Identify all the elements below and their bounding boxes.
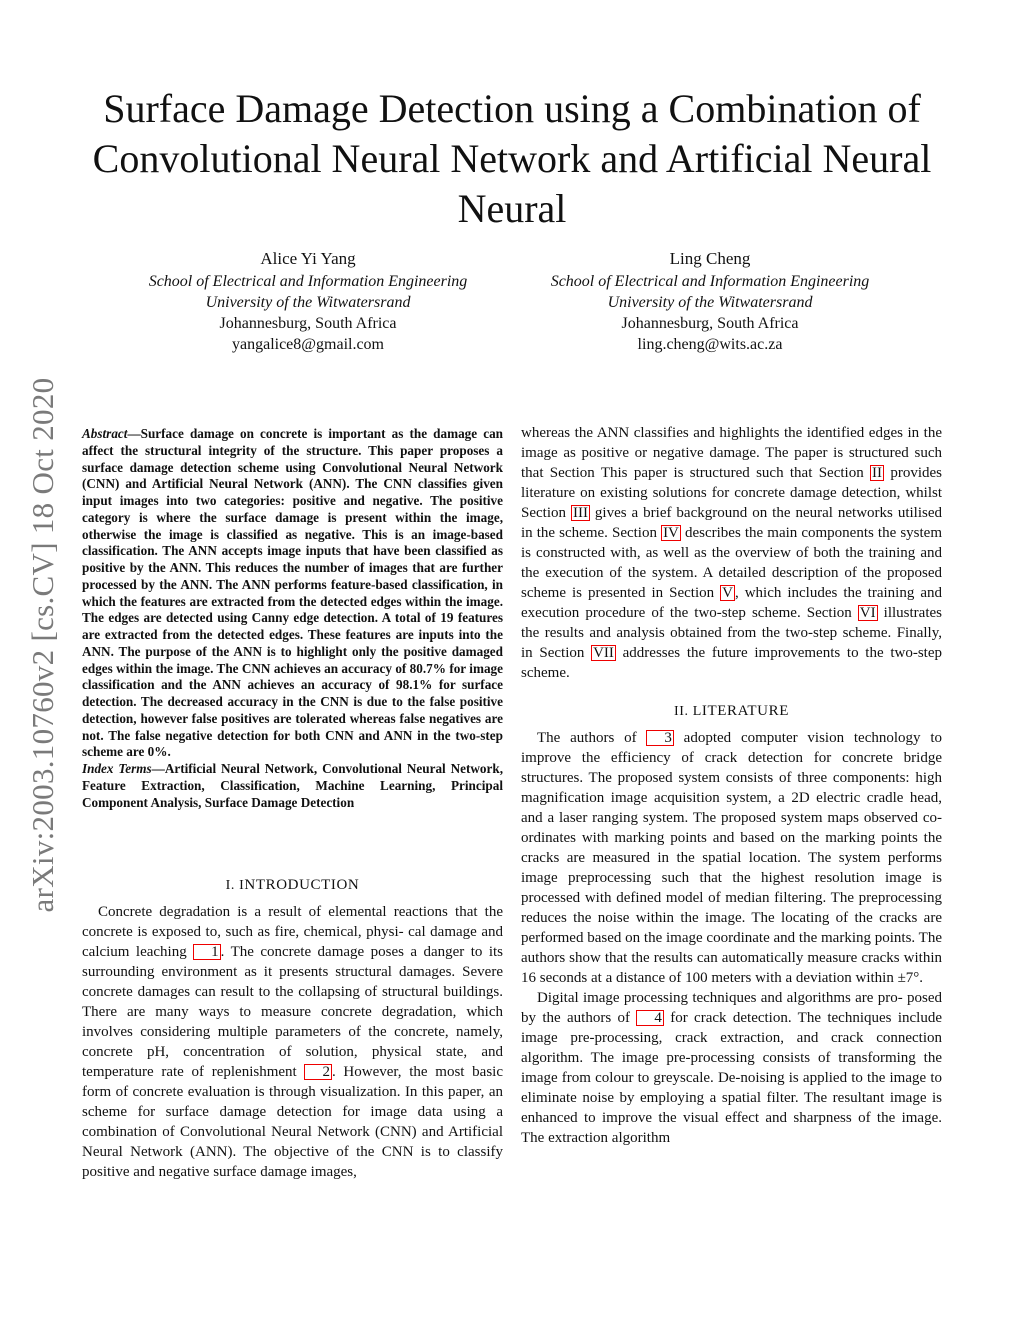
abstract-label: Abstract bbox=[82, 426, 128, 441]
right-column bbox=[521, 423, 942, 1148]
section-link[interactable]: VI bbox=[859, 605, 876, 621]
section-heading: II. LITERATURE bbox=[674, 703, 789, 719]
author-department: School of Electrical and Information Engineering bbox=[550, 273, 870, 290]
section-link[interactable]: III bbox=[572, 505, 588, 521]
citation-link[interactable]: 2 bbox=[304, 1064, 332, 1080]
author-university: University of the Witwatersrand bbox=[205, 294, 411, 311]
paragraph: whereas the ANN classifies and highlights the identified edges in the image as positive or negative damage. The paper is structured such that Section This paper is structured such that Section II provides literature on existing solutions for concrete damage detection, whilst Section III gives a brief background on the neural networks utilised in the scheme. Section IV describes the main components the system is constructed with, as well as the overview of both the training and the execution of the system. A detailed description of the proposed scheme is presented in Section V , which includes the training and execution procedure of the two-step scheme. Section VI illustrates the results and analysis obtained from the two-step scheme. Finally, in Section VII addresses the future improvements to the two-step scheme. bbox=[521, 425, 943, 681]
author-name: Alice Yi Yang bbox=[260, 249, 356, 268]
citation-link[interactable]: 3 bbox=[646, 730, 674, 746]
author-department: School of Electrical and Information Engineering bbox=[148, 273, 468, 290]
arxiv-identifier: arXiv:2003.10760v2 [cs.CV] 18 Oct 2020 bbox=[25, 377, 60, 913]
arxiv-stamp bbox=[22, 350, 64, 940]
abstract bbox=[82, 426, 503, 811]
section-link[interactable]: VII bbox=[593, 645, 614, 661]
paragraph: Digital image processing techniques and algorithms are pro- posed by the authors of 4 for crack detection. The techniques include image pre-processing, crack extraction, and crack connection algorithm. The image pre-processing consists of transforming the image from colour to greyscale. De-noising is applied to the image to eliminate noise by employing a spatial filter. The resultant image is enhanced to improve the visual effect and sharpness of the image. The extraction algorithm bbox=[521, 990, 942, 1146]
author-block-2 bbox=[500, 248, 920, 355]
index-terms-text: —Artificial Neural Network, Convolutional Neural Network, Feature Extraction, Classification, Machine Learning, Principal Component Analysis, Surface Damage Detection bbox=[82, 761, 503, 810]
author-name: Ling Cheng bbox=[669, 249, 751, 268]
abstract-text: —Surface damage on concrete is important as the damage can affect the structural integrity of the structure. This paper proposes a surface damage detection scheme using Convolutional Neural Network (CNN) and Artificial Neural Network (ANN). The CNN classifies given input images into two categories: positive and negative. The positive category is where the surface damage is present within the image, otherwise the image is classified as negative. This is an image-based classification. The ANN accepts image inputs that have been classified as positive by the ANN. This reduces the number of images that are further processed by the ANN. The ANN performs feature-based classification, in which the features are extracted from the detected edges within the image. The edges are detected using Canny edge detection. A total of 19 features are extracted from the detected edges. These features are inputs into the ANN. The purpose of the ANN is to highlight only the positive damaged edges within the image. The CNN achieves an accuracy of 80.7% for image classification and the ANN achieves an accuracy of 98.1% for surface detection. The decreased accuracy in the CNN is due to the false positive detection, however false positives are tolerated whereas false negatives are not. The false negative detection for both CNN and ANN in the two-step scheme are 0%. bbox=[82, 426, 503, 760]
section-link[interactable]: IV bbox=[663, 525, 679, 541]
author-location: Johannesburg, South Africa bbox=[621, 315, 799, 332]
author-university: University of the Witwatersrand bbox=[607, 294, 813, 311]
section-heading: I. INTRODUCTION bbox=[225, 877, 360, 893]
citation-link[interactable]: 4 bbox=[636, 1010, 664, 1026]
paper-title: Surface Damage Detection using a Combination of Convolutional Neural Network and Artificial Neural Neural bbox=[92, 86, 932, 231]
citation-link[interactable]: 1 bbox=[193, 944, 221, 960]
section-introduction bbox=[82, 877, 503, 1182]
author-email: ling.cheng@wits.ac.za bbox=[637, 336, 783, 353]
index-terms-label: Index Terms bbox=[82, 761, 152, 776]
paragraph: The authors of 3 adopted computer vision technology to improve the efficiency of crack detection for concrete bridge structures. The proposed system consists of three components: high magnification image acquisition system, a 2D electric cradle head, and a laser ranging system. The proposed system maps observed co-ordinates with marking points and based on the marking points the cracks are measured in the spatial location. The system performs image preprocessing such that the highest resolution image is processed with defined model of median filtering. The preprocessing reduces the noise within the image. The locating of the cracks are performed based on the image coordinate and the marking points. The authors show that the results can automatically measure cracks within 16 seconds at a distance of 100 meters with a deviation within ±7°. bbox=[521, 730, 942, 986]
author-location: Johannesburg, South Africa bbox=[219, 315, 397, 332]
section-link[interactable]: V bbox=[722, 585, 733, 601]
author-email: yangalice8@gmail.com bbox=[231, 336, 384, 353]
paragraph: Concrete degradation is a result of elemental reactions that the concrete is exposed to, such as fire, chemical, physi- cal damage and calcium leaching 1 . The concrete damage poses a danger to its surrounding environment as it presents structural damages. Severe concrete damages can result to the collapsing of structural buildings. There are many ways to measure concrete degradation, which involves considering multiple parameters of the concrete, namely, concrete pH, concentration of solution, physical state, and temperature rate of replenishment 2 . However, the most basic form of concrete evaluation is through visualization. In this paper, an scheme for surface damage detection for image data using a combination of Convolutional Neural Network (CNN) and Artificial Neural Network (ANN). The objective of the CNN is to classify positive and negative surface damage images, bbox=[82, 904, 503, 1180]
section-link[interactable]: II bbox=[872, 465, 883, 481]
author-block-1 bbox=[98, 248, 518, 355]
